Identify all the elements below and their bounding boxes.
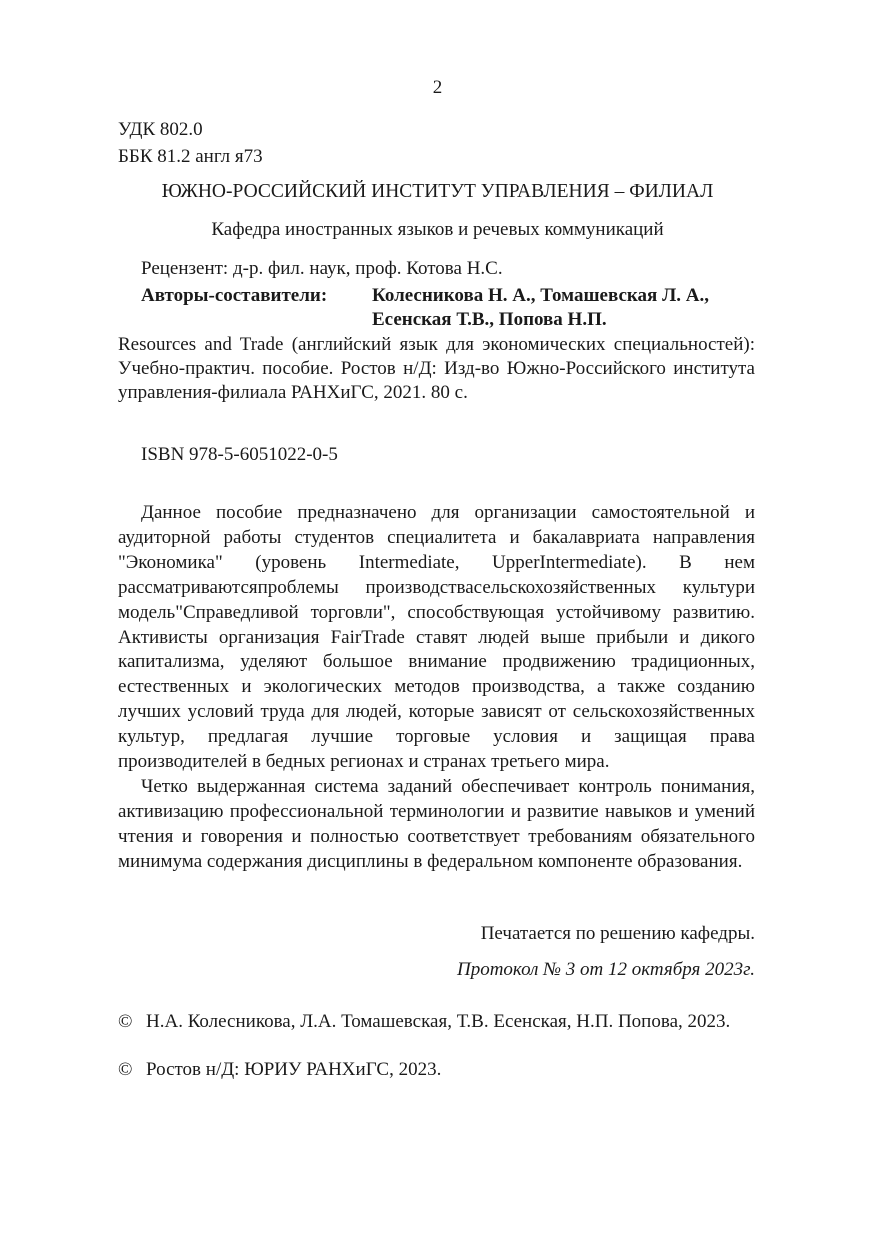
- authors-names-line1: Колесникова Н. А., Томашевская Л. А.,: [372, 285, 709, 306]
- copyright-authors-text: Н.А. Колесникова, Л.А. Томашевская, Т.В. Есенская, Н.П. Попова, 2023.: [146, 1011, 731, 1032]
- page-number: 2: [432, 77, 443, 98]
- abstract-paragraph-1: Данное пособие предназначено для организации самостоятельной и аудиторной работы студентов специалитета и бакалавриата направления "Экономика" (уровень Intermediate, UpperIntermediate). В нем рассматриваютсяпроблемы производствасельскохозяйственных культури модель"Справедливой торговли", способствующая устойчивому развитию. Активисты организация FairTrade ставят людей выше прибыли и дикого капитализма, уделяют большое внимание продвижению традиционных, естественных и экологических методов производства, а также созданию лучших условий труда для людей, которые зависят от сельскохозяйственных культур, предлагая лучшие торговые условия и защищая права производителей в бедных регионах и странах третьего мира.: [118, 502, 755, 773]
- reviewer: Рецензент: д-р. фил. наук, проф. Котова Н.С.: [141, 258, 503, 279]
- printed-by-decision: Печатается по решению кафедры.: [480, 923, 755, 944]
- copyright-authors: [118, 1010, 755, 1034]
- abstract: [118, 501, 755, 875]
- authors-names-line2: Есенская Т.В., Попова Н.П.: [372, 309, 607, 330]
- abstract-paragraph-2: Четко выдержанная система заданий обеспечивает контроль понимания, активизацию профессиональной терминологии и развитие навыков и умений чтения и говорения и полностью соответствует требованиям обязательного минимума содержания дисциплины в федеральном компоненте образования.: [118, 775, 755, 872]
- bibliographic-record: Resources and Trade (английский язык для экономических специальностей): Учебно-практич. пособие. Ростов н/Д: Изд-во Южно-Российского института управления-филиала РАНХиГС, 2021. 80 с.: [118, 334, 755, 403]
- copyright-symbol: ©: [118, 1059, 133, 1080]
- bbk-code: ББК 81.2 англ я73: [118, 146, 263, 167]
- authors-label: Авторы-составители:: [141, 285, 328, 306]
- department-name: Кафедра иностранных языков и речевых коммуникаций: [211, 219, 664, 240]
- isbn: ISBN 978-5-6051022-0-5: [141, 444, 338, 465]
- copyright-publisher: [118, 1058, 441, 1082]
- copyright-publisher-text: Ростов н/Д: ЮРИУ РАНХиГС, 2023.: [146, 1059, 442, 1080]
- udk-code: УДК 802.0: [118, 119, 203, 140]
- institute-name: ЮЖНО-РОССИЙСКИЙ ИНСТИТУТ УПРАВЛЕНИЯ – ФИЛИАЛ: [161, 181, 714, 202]
- protocol-reference: Протокол № 3 от 12 октября 2023г.: [456, 959, 755, 980]
- copyright-symbol: ©: [118, 1011, 133, 1032]
